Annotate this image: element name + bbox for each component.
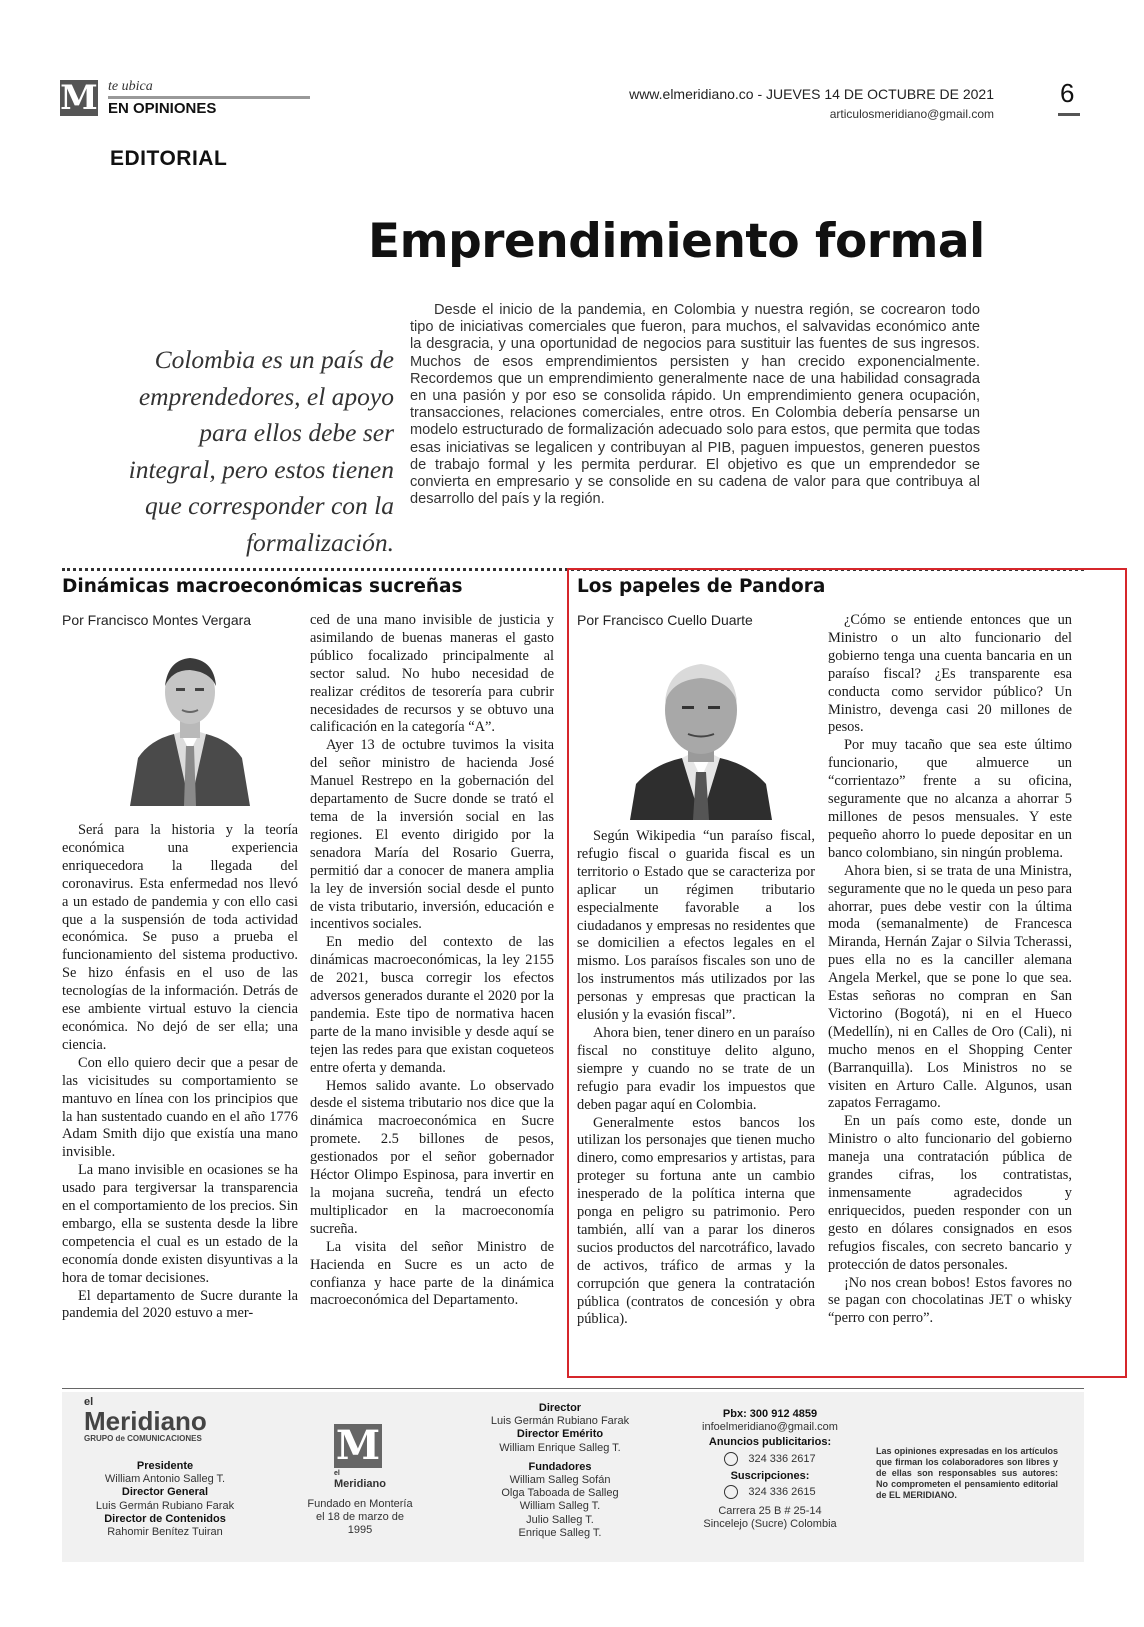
city: Sincelejo (Sucre) Colombia	[703, 1518, 837, 1531]
founded-note: Fundado en Montería el 18 de marzo de 1995	[307, 1498, 413, 1537]
tagline: te ubica	[108, 79, 153, 94]
footer-disclaimer: Las opiniones expresadas en los artículos que firman los colaboradores son libres y de ellas son responsables sus autores: No comprometen el pensamiento editorial de EL MERIDIANO.	[876, 1446, 1058, 1500]
content-director-label: Director de Contenidos	[104, 1512, 226, 1525]
section-name: EN OPINIONES	[108, 100, 217, 117]
author-portrait-image	[630, 646, 772, 820]
founder-name: William Salleg Sofán	[509, 1474, 611, 1487]
subs-phone-row[interactable]	[690, 1485, 850, 1499]
article-right-column-1	[577, 828, 815, 1329]
page-number-rule	[1058, 113, 1080, 116]
founder-name: Julio Salleg T.	[526, 1513, 594, 1526]
whatsapp-icon	[724, 1452, 738, 1466]
paragraph: Ahora bien, tener dinero en un paraíso fiscal no constituye delito alguno, siempre y cuando no se trate de un refugio para evadir los impuestos que deben pagar aquí en Colombia.	[577, 1024, 815, 1113]
article-right-byline: Por Francisco Cuello Duarte	[577, 612, 753, 628]
founder-name: Enrique Salleg T.	[518, 1526, 602, 1539]
paragraph: Con ello quiero decir que a pesar de las vicisitudes su comportamiento se mantuvo en línea con los principios que la han sustentado cuando en el año 1776 Adam Smith dijo que existía una mano invisible.	[62, 1054, 298, 1161]
pull-quote: Colombia es un país de emprendedores, el apoyo para ellos debe ser integral, pero estos tienen que corresponder con la formalización.	[128, 345, 394, 557]
general-director-name: Luis Germán Rubiano Farak	[95, 1499, 235, 1512]
author-portrait-image	[128, 640, 252, 806]
emeritus-name: William Enrique Salleg T.	[499, 1441, 621, 1454]
founder-name: Olga Taboada de Salleg	[501, 1487, 619, 1500]
ads-label: Anuncios publicitarios:	[708, 1436, 832, 1449]
editorial-body: Desde el inicio de la pandemia, en Colombia y nuestra región, se cocrearon todo tipo de iniciativas comerciales que fueron, para muchos, el salvavidas económico ante la desgracia, y una oportunidad de negocios para sustituir las fuentes de sus ingresos. Muchos de esos emprendimientos persisten y han crecido exponencialmente. Recordemos que un emprendimiento generalmente nace de una habilidad consagrada en una pasión y por eso se consolida rápido. Un emprendimiento genera ocupación, transacciones, relaciones comerciales, entre otros. En Colombia debería pensarse un modelo estructurado de formalización adecuado solo para estos, que permita que todas esas iniciativas se legalicen y contribuyan al PIB, paguen impuestos, generen puestos de trabajo formal y les permita perdurar. El objetivo es que un emprendedor se convierta en empresario y se consolide en su cadena de valor para que contribuya al desarrollo del país y la región.	[410, 302, 980, 508]
article-left-column-2	[310, 612, 554, 1310]
president-name: William Antonio Salleg T.	[104, 1473, 226, 1486]
paragraph: La mano invisible en ocasiones se ha usado para tergiversar la transparencia en el comportamiento de los precios. Sin embargo, ella se sustenta desde la libre competencia el cual es un estado de la economía donde existen disyuntivas a la hora de tomar decisiones.	[62, 1162, 298, 1286]
paragraph: ¡No nos crean bobos! Estos favores no se pagan con chocolatinas JET o whisky “perro con perro”.	[828, 1274, 1072, 1327]
pbx-phone[interactable]: Pbx: 300 912 4859	[722, 1408, 818, 1420]
footer-logo-el: el	[334, 1470, 340, 1477]
paragraph: La visita del señor Ministro de Hacienda en Sucre es un acto de confianza y hace parte de la dinámica macroeconómica del Departamento.	[310, 1238, 554, 1309]
article-left-column-1	[62, 822, 298, 1323]
paragraph: Ayer 13 de octubre tuvimos la visita del señor ministro de hacienda José Manuel Restrepo en la gobernación del departamento de Sucre donde se trató el tema de la inversión social en las regiones. El evento dirigido por la senadora María del Rosario Guerra, permitió dar a conocer de manera amplia la ley de inversión social desde el punto de vista tributario, inversión, educación e incentivos sociales.	[310, 737, 554, 933]
emeritus-label: Director Emérito	[516, 1428, 604, 1441]
author-photo-montes	[128, 640, 252, 806]
masthead-logo: M	[60, 78, 98, 118]
founder-name: William Salleg T.	[519, 1500, 601, 1513]
content-director-name: Rahomir Benítez Tuiran	[107, 1526, 223, 1539]
address: Carrera 25 B # 25-14	[718, 1505, 822, 1518]
brand-el: el	[84, 1396, 94, 1408]
president-label: Presidente	[136, 1460, 194, 1472]
paragraph: Por muy tacaño que sea este último funcionario, que almuerce un “corrientazo” frente a su oficina, seguramente que no alcanza a ahorrar 5 millones de pesos mensuales. Y este pequeño ahorro lo puede depositar en un banco colombiano, sin ningún problema.	[828, 737, 1072, 861]
website-date[interactable]: www.elmeridiano.co - JUEVES 14 DE OCTUBRE DE 2021	[629, 86, 994, 102]
footer-direction	[478, 1402, 642, 1540]
footer-rule	[62, 1388, 1084, 1389]
founders-label: Fundadores	[528, 1460, 592, 1473]
editorial-kicker: EDITORIAL	[110, 147, 228, 170]
subs-phone[interactable]: 324 336 2615	[748, 1485, 816, 1498]
article-right-title: Los papeles de Pandora	[577, 576, 826, 597]
ads-phone-row[interactable]	[690, 1452, 850, 1466]
footer-logo-mark: M	[335, 1422, 381, 1469]
director-name: Luis Germán Rubiano Farak	[490, 1415, 630, 1428]
director-label: Director	[538, 1402, 582, 1414]
paragraph: ced de una mano invisible de justicia y asimilando de buenas maneras el gasto público focalizado principalmente al sector salud. No hubo necesidad de realizar créditos de tesorería para cubrir necesidades de recursos y se obtuvo una calificación en la categoría “A”.	[310, 612, 554, 736]
subscriptions-label: Suscripciones:	[730, 1469, 810, 1482]
brand-name: Meridiano	[84, 1406, 207, 1436]
paragraph: En medio del contexto de las dinámicas macroeconómicas, la ley 2155 de 2021, busca corregir los efectos adversos generados durante el 2020 por la pandemia. Este tipo de normativa hacen parte de la mano invisible y desde aquí se tejen las redes para que existan coqueteos entre oferta y demanda.	[310, 934, 554, 1076]
ads-phone[interactable]: 324 336 2617	[748, 1452, 816, 1465]
general-director-label: Director General	[121, 1486, 209, 1499]
paragraph: Según Wikipedia “un paraíso fiscal, refugio fiscal o guarida fiscal es un territorio o Estado que se caracteriza por aplicar un régimen tributario especialmente favorable a los ciudadanos y empresas no residentes que se domicilien a efectos legales en el mismo. Los paraísos fiscales son uno de los instrumentos más utilizados por las personas y empresas que practican la elusión y la evasión fiscal”.	[577, 828, 815, 1024]
paragraph: Hemos salido avante. Lo observado desde el sistema tributario nos dice que la dinámica macroeconómica en Sucre promete. 2.5 billones de pesos, gestionados por el señor gobernador Héctor Olimpo Espinosa, para invertir en la mojana sucreña, tendrá un efecto multiplicador en la macroeconomía sucreña.	[310, 1077, 554, 1237]
article-left-title: Dinámicas macroeconómicas sucreñas	[62, 576, 463, 597]
info-email[interactable]: infoelmeridiano@gmail.com	[702, 1421, 838, 1434]
brand-group: GRUPO de COMUNICACIONES	[84, 1434, 202, 1443]
footer-logo-name: Meridiano	[334, 1478, 386, 1490]
paragraph: Ahora bien, si se trata de una Ministra, seguramente que no le queda un peso para ahorrar, pues debe vestir con la última moda (semanalmente) de Francesca Miranda, Hernán Zajar o Silvia Tcherassi, pues ella no es la canciller alemana Angela Merkel, que se pone lo que sea. Estas señoras no compran en San Victorino (Bogotá), ni en el Hueco (Medellín), ni en Calles de Oro (Cali), ni mucho menos en el Shopping Center (Barranquilla). Los Ministros no se visiten en Arturo Calle. Algunos, usan zapatos Ferragamo.	[828, 862, 1072, 1112]
paragraph: Será para la historia y la teoría económica una experiencia enriquecedora la llegada del coronavirus. Esta enfermedad nos llevó a un estado de pandemia y con ello casi que a la suspensión de toda actividad económica. Se puso a prueba el funcionamiento del sistema productivo. Se hizo énfasis en el uso de las tecnologías de la información. Detrás de ese ambiente virtual estuvo la ciencia económica. No dejó de ser ella; una ciencia.	[62, 822, 298, 1053]
editorial-title: Emprendimiento formal	[368, 214, 985, 269]
paragraph: Generalmente estos bancos los utilizan los personajes que tienen mucho dinero, como empresarios y artistas, para proteger su fortuna ante un cambio inesperado de la política interna que ponga en peligro su patrimonio. Pero también, allí van a parar los dineros sucios productos del narcotráfico, lavado de activos, tráfico de armas y la corrupción que genera la contratación pública (contratos de concesión y obra pública).	[577, 1114, 815, 1328]
article-left-byline: Por Francisco Montes Vergara	[62, 612, 252, 628]
paragraph: En un país como este, donde un Ministro o alto funcionario del gobierno maneja una contratación pública de grandes cifras, los contratistas, inmensamente agradecidos y enriquecidos, pueden responder con un gesto en dólares consignados en esos refugios fiscales, con secreto bancario y protección de datos personales.	[828, 1113, 1072, 1273]
footer-contact	[690, 1408, 850, 1531]
article-right-column-2	[828, 612, 1072, 1328]
contact-email[interactable]: articulosmeridiano@gmail.com	[829, 107, 994, 121]
page-number: 6	[1060, 78, 1075, 108]
paragraph: El departamento de Sucre durante la pandemia del 2020 estuvo a mer-	[62, 1287, 298, 1322]
author-photo-cuello	[630, 646, 772, 820]
footer-staff	[80, 1460, 250, 1539]
header-rule	[108, 96, 310, 99]
paragraph: ¿Cómo se entiende entonces que un Ministro o un alto funcionario del gobierno tenga una cuenta bancaria en un paraíso fiscal? ¿Es transparente esa conducta como servidor público? Un Ministro, devenga casi 20 millones de pesos.	[828, 612, 1072, 736]
footer-brand	[84, 1396, 234, 1443]
whatsapp-icon	[724, 1485, 738, 1499]
